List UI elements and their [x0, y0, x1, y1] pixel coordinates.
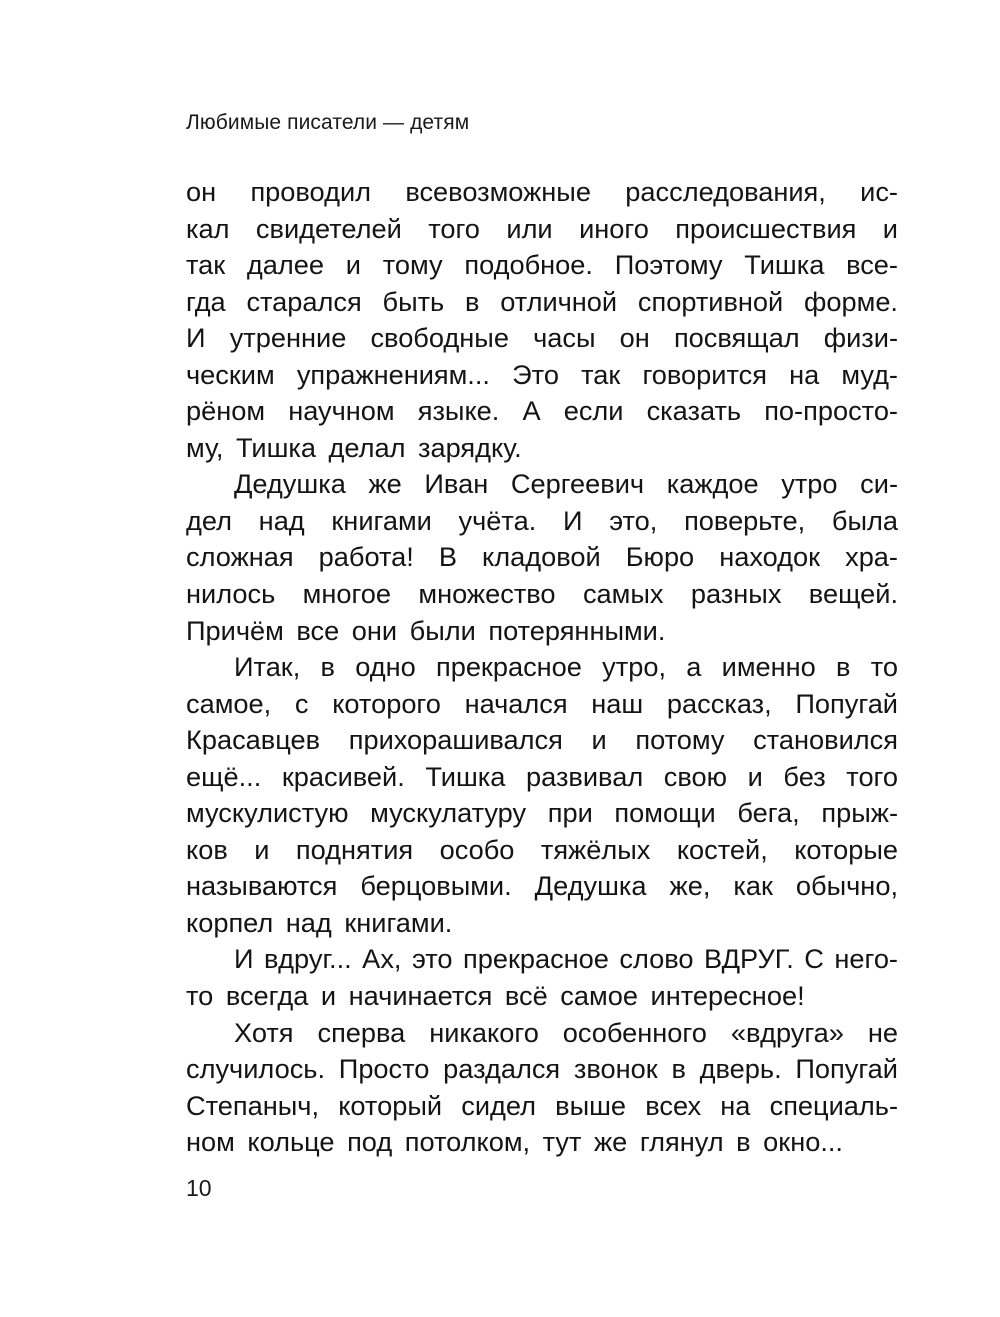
- text-line: так далее и тому подобное. Поэтому Тишка все-: [186, 249, 898, 281]
- text-line: Дедушка же Иван Сергеевич каждое утро си-: [234, 468, 898, 500]
- text-line: Хотя сперва никакого особенного «вдруга» не: [234, 1016, 898, 1048]
- text-line: сложная работа! В кладовой Бюро находок хра-: [186, 541, 898, 573]
- page-number: 10: [186, 1175, 212, 1201]
- running-header: Любимые писатели — детям: [186, 111, 470, 134]
- text-line: гда старался быть в отличной спортивной форме.: [186, 285, 898, 317]
- text-line: Степаныч, который сидел выше всех на специаль-: [186, 1089, 898, 1121]
- text-line: му, Тишка делал зарядку.: [186, 431, 522, 463]
- text-line: то всегда и начинается всё самое интересное!: [186, 980, 805, 1012]
- text-line: И утренние свободные часы он посвящал физи-: [186, 322, 898, 354]
- text-line: кал свидетелей того или иного происшествия и: [186, 212, 898, 244]
- body-text: [186, 174, 898, 1161]
- text-line: Итак, в одно прекрасное утро, а именно в то: [234, 651, 898, 683]
- text-line: случилось. Просто раздался звонок в дверь. Попугай: [186, 1053, 898, 1085]
- text-line: Красавцев прихорашивался и потому становился: [186, 724, 898, 756]
- text-line: Причём все они были потерянными.: [186, 614, 666, 646]
- text-line: рёном научном языке. А если сказать по-просто-: [186, 395, 898, 427]
- text-line: корпел над книгами.: [186, 906, 453, 938]
- text-line: ческим упражнениям... Это так говорится на муд-: [186, 358, 898, 390]
- text-line: мускулистую мускулатуру при помощи бега, прыж-: [186, 797, 898, 829]
- text-line: самое, с которого начался наш рассказ, Попугай: [186, 687, 898, 719]
- text-line: И вдруг... Ах, это прекрасное слово ВДРУГ. С него-: [234, 943, 898, 975]
- text-line: дел над книгами учёта. И это, поверьте, была: [186, 504, 898, 536]
- text-line: ков и поднятия особо тяжёлых костей, которые: [186, 833, 898, 865]
- text-line: ном кольце под потолком, тут же глянул в окно...: [186, 1126, 843, 1158]
- text-line: он проводил всевозможные расследования, ис-: [186, 176, 898, 207]
- text-line: ещё... красивей. Тишка развивал свою и без того: [186, 760, 898, 792]
- text-line: нилось многое множество самых разных вещей.: [186, 578, 898, 610]
- text-line: называются берцовыми. Дедушка же, как обычно,: [186, 870, 898, 902]
